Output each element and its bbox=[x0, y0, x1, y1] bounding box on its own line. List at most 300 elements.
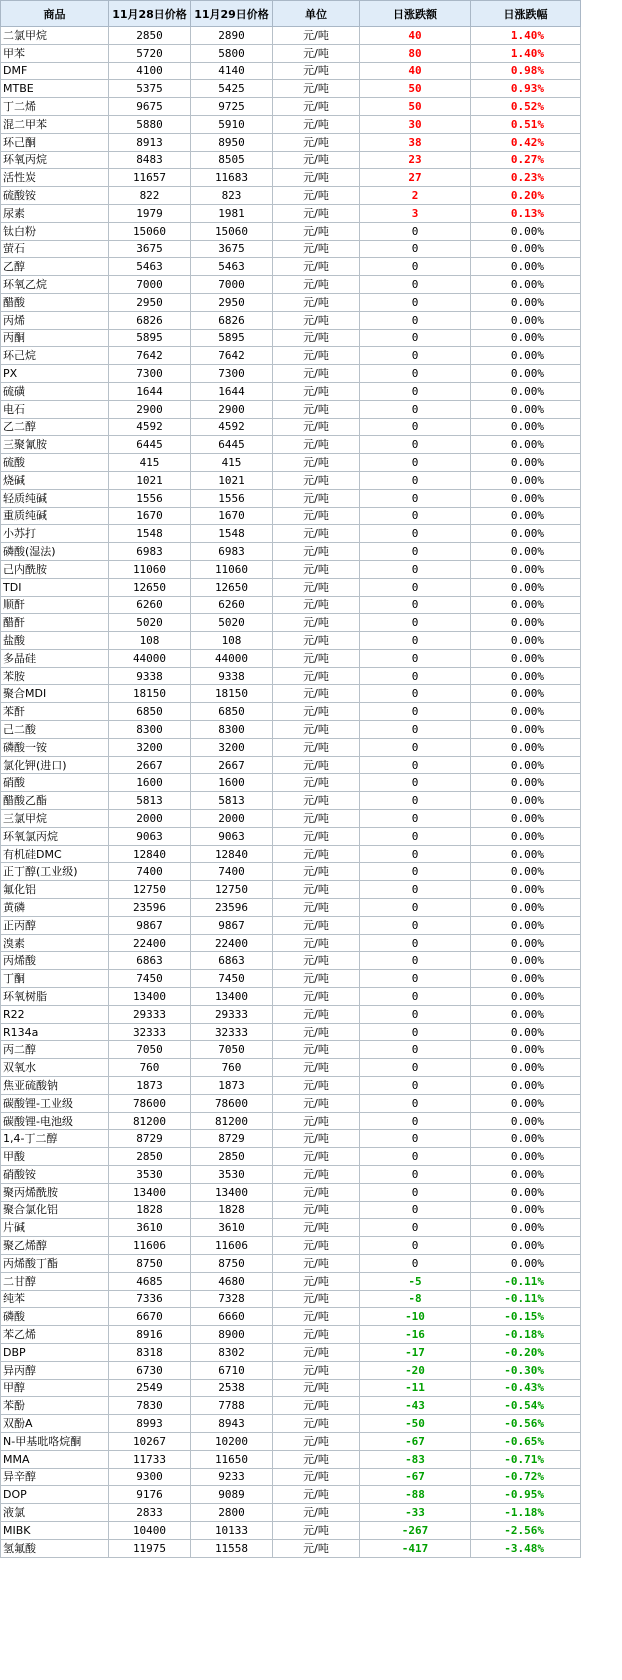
price-nov29-cell: 11683 bbox=[191, 169, 273, 187]
price-nov29-cell: 11606 bbox=[191, 1237, 273, 1255]
unit-cell: 元/吨 bbox=[273, 596, 360, 614]
daily-change-cell: 0 bbox=[360, 614, 471, 632]
unit-cell: 元/吨 bbox=[273, 1166, 360, 1184]
daily-change-cell: 0 bbox=[360, 810, 471, 828]
table-row bbox=[1, 347, 581, 365]
price-nov28-cell: 8483 bbox=[109, 151, 191, 169]
product-name-cell: 丙烯酸 bbox=[1, 952, 109, 970]
daily-change-pct-cell: 0.00% bbox=[471, 276, 581, 294]
unit-cell: 元/吨 bbox=[273, 756, 360, 774]
table-row bbox=[1, 596, 581, 614]
product-name-cell: 黄磷 bbox=[1, 899, 109, 917]
daily-change-pct-cell: -0.15% bbox=[471, 1308, 581, 1326]
product-name-cell: 三氯甲烷 bbox=[1, 810, 109, 828]
price-nov28-cell: 5880 bbox=[109, 115, 191, 133]
price-nov29-cell: 8950 bbox=[191, 133, 273, 151]
price-nov28-cell: 9338 bbox=[109, 667, 191, 685]
unit-cell: 元/吨 bbox=[273, 62, 360, 80]
unit-cell: 元/吨 bbox=[273, 80, 360, 98]
price-nov28-cell: 15060 bbox=[109, 222, 191, 240]
product-name-cell: 烧碱 bbox=[1, 471, 109, 489]
unit-cell: 元/吨 bbox=[273, 151, 360, 169]
daily-change-cell: 0 bbox=[360, 703, 471, 721]
daily-change-pct-cell: 0.00% bbox=[471, 596, 581, 614]
price-nov29-cell: 9867 bbox=[191, 916, 273, 934]
table-row bbox=[1, 329, 581, 347]
price-nov29-cell: 2950 bbox=[191, 293, 273, 311]
product-name-cell: 磷酸一铵 bbox=[1, 738, 109, 756]
price-nov28-cell: 18150 bbox=[109, 685, 191, 703]
daily-change-pct-cell: 0.00% bbox=[471, 1254, 581, 1272]
table-row bbox=[1, 1326, 581, 1344]
price-nov29-cell: 2890 bbox=[191, 27, 273, 45]
unit-cell: 元/吨 bbox=[273, 685, 360, 703]
price-nov29-cell: 6863 bbox=[191, 952, 273, 970]
table-row bbox=[1, 1343, 581, 1361]
price-nov28-cell: 2833 bbox=[109, 1504, 191, 1522]
daily-change-pct-cell: 0.00% bbox=[471, 970, 581, 988]
table-row bbox=[1, 44, 581, 62]
daily-change-pct-cell: 0.51% bbox=[471, 115, 581, 133]
daily-change-cell: 50 bbox=[360, 98, 471, 116]
daily-change-cell: 0 bbox=[360, 311, 471, 329]
daily-change-pct-cell: 0.00% bbox=[471, 845, 581, 863]
product-name-cell: 氟化铝 bbox=[1, 881, 109, 899]
unit-cell: 元/吨 bbox=[273, 311, 360, 329]
price-nov28-cell: 1828 bbox=[109, 1201, 191, 1219]
daily-change-cell: -11 bbox=[360, 1379, 471, 1397]
daily-change-pct-cell: 0.42% bbox=[471, 133, 581, 151]
price-nov28-cell: 4592 bbox=[109, 418, 191, 436]
product-name-cell: 磷酸(湿法) bbox=[1, 543, 109, 561]
table-row bbox=[1, 738, 581, 756]
unit-cell: 元/吨 bbox=[273, 240, 360, 258]
daily-change-cell: -16 bbox=[360, 1326, 471, 1344]
product-name-cell: 醋酐 bbox=[1, 614, 109, 632]
table-row bbox=[1, 400, 581, 418]
table-row bbox=[1, 222, 581, 240]
product-name-cell: 环氧树脂 bbox=[1, 988, 109, 1006]
daily-change-cell: 2 bbox=[360, 187, 471, 205]
price-nov29-cell: 1021 bbox=[191, 471, 273, 489]
table-row bbox=[1, 1112, 581, 1130]
product-name-cell: 聚乙烯醇 bbox=[1, 1237, 109, 1255]
daily-change-cell: 0 bbox=[360, 1005, 471, 1023]
product-name-cell: 正丁醇(工业级) bbox=[1, 863, 109, 881]
daily-change-pct-cell: 0.00% bbox=[471, 810, 581, 828]
price-nov28-cell: 22400 bbox=[109, 934, 191, 952]
daily-change-cell: 0 bbox=[360, 1041, 471, 1059]
daily-change-pct-cell: -0.65% bbox=[471, 1432, 581, 1450]
price-nov29-cell: 1670 bbox=[191, 507, 273, 525]
price-nov29-cell: 5425 bbox=[191, 80, 273, 98]
price-nov29-cell: 5910 bbox=[191, 115, 273, 133]
table-row bbox=[1, 1290, 581, 1308]
table-row bbox=[1, 810, 581, 828]
price-nov28-cell: 3610 bbox=[109, 1219, 191, 1237]
product-name-cell: 二甘醇 bbox=[1, 1272, 109, 1290]
unit-cell: 元/吨 bbox=[273, 810, 360, 828]
table-row bbox=[1, 1308, 581, 1326]
price-nov29-cell: 4680 bbox=[191, 1272, 273, 1290]
price-nov29-cell: 13400 bbox=[191, 1183, 273, 1201]
header-unit: 单位 bbox=[273, 1, 360, 27]
unit-cell: 元/吨 bbox=[273, 649, 360, 667]
product-name-cell: MMA bbox=[1, 1450, 109, 1468]
price-nov29-cell: 6260 bbox=[191, 596, 273, 614]
unit-cell: 元/吨 bbox=[273, 1023, 360, 1041]
table-row bbox=[1, 1415, 581, 1433]
product-name-cell: 磷酸 bbox=[1, 1308, 109, 1326]
daily-change-pct-cell: 0.00% bbox=[471, 738, 581, 756]
product-name-cell: 异辛醇 bbox=[1, 1468, 109, 1486]
daily-change-pct-cell: 0.00% bbox=[471, 1201, 581, 1219]
daily-change-cell: -67 bbox=[360, 1468, 471, 1486]
table-row bbox=[1, 1486, 581, 1504]
daily-change-pct-cell: 0.00% bbox=[471, 1166, 581, 1184]
product-name-cell: 环氧氯丙烷 bbox=[1, 827, 109, 845]
price-nov28-cell: 4685 bbox=[109, 1272, 191, 1290]
daily-change-cell: 0 bbox=[360, 721, 471, 739]
price-nov28-cell: 11060 bbox=[109, 560, 191, 578]
daily-change-cell: 0 bbox=[360, 632, 471, 650]
daily-change-pct-cell: -1.18% bbox=[471, 1504, 581, 1522]
unit-cell: 元/吨 bbox=[273, 1397, 360, 1415]
price-nov29-cell: 1873 bbox=[191, 1077, 273, 1095]
price-nov29-cell: 4140 bbox=[191, 62, 273, 80]
daily-change-pct-cell: 0.00% bbox=[471, 471, 581, 489]
daily-change-pct-cell: 0.00% bbox=[471, 311, 581, 329]
price-nov29-cell: 5800 bbox=[191, 44, 273, 62]
product-name-cell: 纯苯 bbox=[1, 1290, 109, 1308]
unit-cell: 元/吨 bbox=[273, 845, 360, 863]
product-name-cell: R134a bbox=[1, 1023, 109, 1041]
price-nov29-cell: 7050 bbox=[191, 1041, 273, 1059]
price-nov28-cell: 6445 bbox=[109, 436, 191, 454]
unit-cell: 元/吨 bbox=[273, 507, 360, 525]
daily-change-pct-cell: -0.43% bbox=[471, 1379, 581, 1397]
price-nov28-cell: 2667 bbox=[109, 756, 191, 774]
daily-change-pct-cell: 1.40% bbox=[471, 44, 581, 62]
daily-change-cell: -83 bbox=[360, 1450, 471, 1468]
product-name-cell: 正丙醇 bbox=[1, 916, 109, 934]
product-name-cell: 甲酸 bbox=[1, 1148, 109, 1166]
price-nov28-cell: 12840 bbox=[109, 845, 191, 863]
unit-cell: 元/吨 bbox=[273, 454, 360, 472]
price-nov29-cell: 4592 bbox=[191, 418, 273, 436]
product-name-cell: 三聚氰胺 bbox=[1, 436, 109, 454]
product-name-cell: 丁二烯 bbox=[1, 98, 109, 116]
table-row bbox=[1, 258, 581, 276]
daily-change-pct-cell: 0.00% bbox=[471, 649, 581, 667]
price-nov29-cell: 9338 bbox=[191, 667, 273, 685]
daily-change-cell: 0 bbox=[360, 738, 471, 756]
product-name-cell: 氢氟酸 bbox=[1, 1539, 109, 1557]
daily-change-cell: 0 bbox=[360, 507, 471, 525]
price-nov29-cell: 1556 bbox=[191, 489, 273, 507]
unit-cell: 元/吨 bbox=[273, 347, 360, 365]
daily-change-cell: 0 bbox=[360, 952, 471, 970]
price-nov29-cell: 12840 bbox=[191, 845, 273, 863]
product-name-cell: 己二酸 bbox=[1, 721, 109, 739]
unit-cell: 元/吨 bbox=[273, 1237, 360, 1255]
daily-change-cell: -20 bbox=[360, 1361, 471, 1379]
header-daily-change-pct: 日涨跌幅 bbox=[471, 1, 581, 27]
daily-change-cell: 0 bbox=[360, 934, 471, 952]
daily-change-pct-cell: 0.00% bbox=[471, 1059, 581, 1077]
daily-change-pct-cell: 0.00% bbox=[471, 329, 581, 347]
daily-change-pct-cell: 0.00% bbox=[471, 1041, 581, 1059]
price-nov28-cell: 5020 bbox=[109, 614, 191, 632]
daily-change-cell: 0 bbox=[360, 845, 471, 863]
daily-change-pct-cell: 0.00% bbox=[471, 222, 581, 240]
product-name-cell: 尿素 bbox=[1, 204, 109, 222]
price-nov29-cell: 7450 bbox=[191, 970, 273, 988]
price-nov29-cell: 11060 bbox=[191, 560, 273, 578]
daily-change-cell: 0 bbox=[360, 1237, 471, 1255]
daily-change-cell: 0 bbox=[360, 382, 471, 400]
price-nov28-cell: 7300 bbox=[109, 365, 191, 383]
product-name-cell: 钛白粉 bbox=[1, 222, 109, 240]
daily-change-cell: 0 bbox=[360, 1077, 471, 1095]
daily-change-cell: -17 bbox=[360, 1343, 471, 1361]
product-name-cell: 电石 bbox=[1, 400, 109, 418]
price-nov29-cell: 2800 bbox=[191, 1504, 273, 1522]
price-nov29-cell: 6826 bbox=[191, 311, 273, 329]
price-nov29-cell: 5813 bbox=[191, 792, 273, 810]
price-nov29-cell: 11650 bbox=[191, 1450, 273, 1468]
unit-cell: 元/吨 bbox=[273, 934, 360, 952]
daily-change-cell: 0 bbox=[360, 596, 471, 614]
daily-change-cell: -8 bbox=[360, 1290, 471, 1308]
unit-cell: 元/吨 bbox=[273, 827, 360, 845]
daily-change-cell: 0 bbox=[360, 1148, 471, 1166]
price-nov28-cell: 81200 bbox=[109, 1112, 191, 1130]
price-nov28-cell: 3675 bbox=[109, 240, 191, 258]
table-row bbox=[1, 382, 581, 400]
unit-cell: 元/吨 bbox=[273, 525, 360, 543]
unit-cell: 元/吨 bbox=[273, 276, 360, 294]
daily-change-cell: 0 bbox=[360, 881, 471, 899]
unit-cell: 元/吨 bbox=[273, 418, 360, 436]
daily-change-cell: -33 bbox=[360, 1504, 471, 1522]
table-row bbox=[1, 454, 581, 472]
unit-cell: 元/吨 bbox=[273, 1094, 360, 1112]
unit-cell: 元/吨 bbox=[273, 44, 360, 62]
table-row bbox=[1, 1361, 581, 1379]
daily-change-pct-cell: 0.27% bbox=[471, 151, 581, 169]
unit-cell: 元/吨 bbox=[273, 916, 360, 934]
table-row bbox=[1, 293, 581, 311]
table-row bbox=[1, 204, 581, 222]
header-row bbox=[1, 1, 581, 27]
table-row bbox=[1, 685, 581, 703]
table-row bbox=[1, 1201, 581, 1219]
daily-change-cell: 0 bbox=[360, 400, 471, 418]
unit-cell: 元/吨 bbox=[273, 1219, 360, 1237]
daily-change-pct-cell: -0.18% bbox=[471, 1326, 581, 1344]
product-name-cell: 顺酐 bbox=[1, 596, 109, 614]
product-name-cell: MTBE bbox=[1, 80, 109, 98]
price-nov29-cell: 12650 bbox=[191, 578, 273, 596]
price-nov28-cell: 2950 bbox=[109, 293, 191, 311]
table-row bbox=[1, 792, 581, 810]
price-nov29-cell: 5020 bbox=[191, 614, 273, 632]
price-nov29-cell: 5895 bbox=[191, 329, 273, 347]
unit-cell: 元/吨 bbox=[273, 222, 360, 240]
price-nov29-cell: 3200 bbox=[191, 738, 273, 756]
table-row bbox=[1, 988, 581, 1006]
daily-change-cell: 38 bbox=[360, 133, 471, 151]
table-row bbox=[1, 1023, 581, 1041]
daily-change-pct-cell: -0.20% bbox=[471, 1343, 581, 1361]
product-name-cell: 环氧乙烷 bbox=[1, 276, 109, 294]
price-nov29-cell: 9725 bbox=[191, 98, 273, 116]
daily-change-pct-cell: 0.00% bbox=[471, 774, 581, 792]
product-name-cell: 苯酚 bbox=[1, 1397, 109, 1415]
product-name-cell: 苯胺 bbox=[1, 667, 109, 685]
table-row bbox=[1, 133, 581, 151]
product-name-cell: DMF bbox=[1, 62, 109, 80]
price-nov28-cell: 1979 bbox=[109, 204, 191, 222]
daily-change-pct-cell: 0.00% bbox=[471, 240, 581, 258]
table-row bbox=[1, 1077, 581, 1095]
daily-change-pct-cell: 0.00% bbox=[471, 525, 581, 543]
unit-cell: 元/吨 bbox=[273, 329, 360, 347]
daily-change-cell: 0 bbox=[360, 1166, 471, 1184]
table-row bbox=[1, 27, 581, 45]
unit-cell: 元/吨 bbox=[273, 614, 360, 632]
daily-change-cell: 0 bbox=[360, 916, 471, 934]
table-row bbox=[1, 774, 581, 792]
daily-change-pct-cell: 0.00% bbox=[471, 632, 581, 650]
product-name-cell: 乙二醇 bbox=[1, 418, 109, 436]
price-nov29-cell: 7328 bbox=[191, 1290, 273, 1308]
daily-change-cell: 0 bbox=[360, 347, 471, 365]
price-nov29-cell: 823 bbox=[191, 187, 273, 205]
daily-change-pct-cell: 0.00% bbox=[471, 347, 581, 365]
unit-cell: 元/吨 bbox=[273, 774, 360, 792]
product-name-cell: 环己酮 bbox=[1, 133, 109, 151]
unit-cell: 元/吨 bbox=[273, 970, 360, 988]
price-nov28-cell: 1873 bbox=[109, 1077, 191, 1095]
price-nov28-cell: 822 bbox=[109, 187, 191, 205]
header-daily-change: 日涨跌额 bbox=[360, 1, 471, 27]
price-nov28-cell: 8913 bbox=[109, 133, 191, 151]
price-nov29-cell: 9063 bbox=[191, 827, 273, 845]
header-price-nov28: 11月28日价格 bbox=[109, 1, 191, 27]
daily-change-cell: 0 bbox=[360, 792, 471, 810]
table-row bbox=[1, 560, 581, 578]
product-name-cell: 碳酸锂-工业级 bbox=[1, 1094, 109, 1112]
product-name-cell: PX bbox=[1, 365, 109, 383]
product-name-cell: 硫酸 bbox=[1, 454, 109, 472]
daily-change-pct-cell: -0.71% bbox=[471, 1450, 581, 1468]
unit-cell: 元/吨 bbox=[273, 1432, 360, 1450]
product-name-cell: DOP bbox=[1, 1486, 109, 1504]
price-nov28-cell: 3200 bbox=[109, 738, 191, 756]
price-nov29-cell: 9233 bbox=[191, 1468, 273, 1486]
price-nov28-cell: 32333 bbox=[109, 1023, 191, 1041]
unit-cell: 元/吨 bbox=[273, 667, 360, 685]
daily-change-pct-cell: 0.00% bbox=[471, 952, 581, 970]
table-row bbox=[1, 62, 581, 80]
table-row bbox=[1, 543, 581, 561]
price-nov28-cell: 10400 bbox=[109, 1521, 191, 1539]
daily-change-cell: 0 bbox=[360, 685, 471, 703]
table-row bbox=[1, 507, 581, 525]
product-name-cell: 多晶硅 bbox=[1, 649, 109, 667]
daily-change-pct-cell: 0.93% bbox=[471, 80, 581, 98]
price-nov29-cell: 1828 bbox=[191, 1201, 273, 1219]
daily-change-pct-cell: 0.98% bbox=[471, 62, 581, 80]
product-name-cell: 混二甲苯 bbox=[1, 115, 109, 133]
product-name-cell: 丙酮 bbox=[1, 329, 109, 347]
table-row bbox=[1, 1237, 581, 1255]
price-nov29-cell: 3530 bbox=[191, 1166, 273, 1184]
daily-change-cell: -5 bbox=[360, 1272, 471, 1290]
daily-change-cell: 0 bbox=[360, 543, 471, 561]
price-nov28-cell: 78600 bbox=[109, 1094, 191, 1112]
product-name-cell: 苯酐 bbox=[1, 703, 109, 721]
price-nov28-cell: 5813 bbox=[109, 792, 191, 810]
price-nov28-cell: 29333 bbox=[109, 1005, 191, 1023]
daily-change-cell: -10 bbox=[360, 1308, 471, 1326]
price-nov28-cell: 9176 bbox=[109, 1486, 191, 1504]
unit-cell: 元/吨 bbox=[273, 436, 360, 454]
price-nov29-cell: 8729 bbox=[191, 1130, 273, 1148]
daily-change-cell: 0 bbox=[360, 1112, 471, 1130]
price-nov28-cell: 7830 bbox=[109, 1397, 191, 1415]
price-nov28-cell: 2850 bbox=[109, 27, 191, 45]
price-nov28-cell: 11606 bbox=[109, 1237, 191, 1255]
unit-cell: 元/吨 bbox=[273, 632, 360, 650]
product-name-cell: 苯乙烯 bbox=[1, 1326, 109, 1344]
daily-change-cell: 0 bbox=[360, 1023, 471, 1041]
price-nov29-cell: 3675 bbox=[191, 240, 273, 258]
product-name-cell: MIBK bbox=[1, 1521, 109, 1539]
daily-change-cell: 0 bbox=[360, 560, 471, 578]
price-nov28-cell: 44000 bbox=[109, 649, 191, 667]
daily-change-pct-cell: 0.00% bbox=[471, 382, 581, 400]
price-nov29-cell: 1981 bbox=[191, 204, 273, 222]
daily-change-cell: 0 bbox=[360, 240, 471, 258]
daily-change-cell: 0 bbox=[360, 774, 471, 792]
table-row bbox=[1, 1254, 581, 1272]
table-row bbox=[1, 115, 581, 133]
price-nov29-cell: 2850 bbox=[191, 1148, 273, 1166]
price-nov29-cell: 15060 bbox=[191, 222, 273, 240]
table-row bbox=[1, 578, 581, 596]
table-row bbox=[1, 952, 581, 970]
price-nov29-cell: 760 bbox=[191, 1059, 273, 1077]
table-row bbox=[1, 525, 581, 543]
table-row bbox=[1, 756, 581, 774]
daily-change-pct-cell: -0.54% bbox=[471, 1397, 581, 1415]
daily-change-cell: 0 bbox=[360, 489, 471, 507]
price-nov28-cell: 1021 bbox=[109, 471, 191, 489]
product-name-cell: 片碱 bbox=[1, 1219, 109, 1237]
product-name-cell: R22 bbox=[1, 1005, 109, 1023]
table-row bbox=[1, 151, 581, 169]
daily-change-cell: 23 bbox=[360, 151, 471, 169]
table-row bbox=[1, 916, 581, 934]
table-row bbox=[1, 436, 581, 454]
product-name-cell: 丁酮 bbox=[1, 970, 109, 988]
price-nov29-cell: 7642 bbox=[191, 347, 273, 365]
daily-change-cell: 0 bbox=[360, 471, 471, 489]
table-row bbox=[1, 98, 581, 116]
